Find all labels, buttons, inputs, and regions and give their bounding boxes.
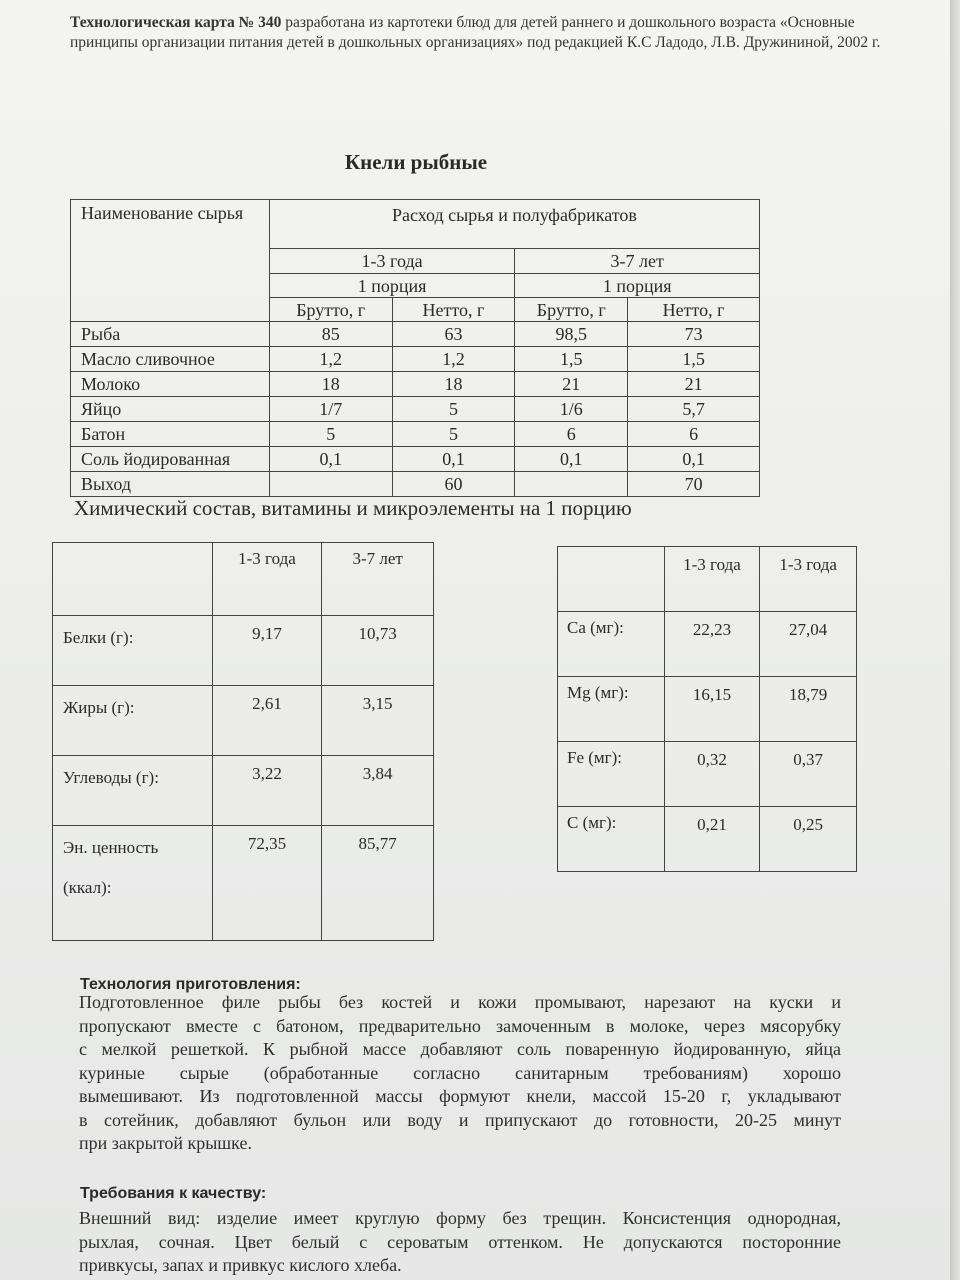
- column-header: 1-3 года: [760, 547, 857, 612]
- table-row: [71, 447, 760, 472]
- cell: 0,1: [628, 447, 760, 472]
- age-header: 3-7 лет: [515, 249, 760, 274]
- mineral-name: C (мг):: [558, 807, 665, 872]
- nutrient-name: Жиры (г):: [53, 686, 213, 756]
- cell: 9,17: [212, 616, 322, 686]
- cell: 73: [628, 322, 760, 347]
- table-row: [558, 612, 857, 677]
- technology-text: [79, 991, 841, 1156]
- header-text: разработана из картотеки блюд для детей раннего и дошкольного возраста «Основные принципы организации питания детей в дошкольных организациях» под редакцией К.С Ладодо, Л.В. Дружининой, 2002 г.: [70, 14, 881, 51]
- cell: 3,84: [322, 756, 434, 826]
- nutrient-name-line: (ккал):: [63, 878, 112, 897]
- paragraph-line: привкусы, запах и привкус кислого хлеба.: [79, 1255, 402, 1275]
- cell: 1/6: [515, 397, 628, 422]
- ingredient-name: Батон: [71, 422, 270, 447]
- cell: 16,15: [664, 677, 760, 742]
- paragraph-line: Подготовленное филе рыбы без костей и кожи промывают, нарезают на куски и: [79, 992, 841, 1012]
- empty-header-cell: [558, 547, 665, 612]
- portion-header: 1 порция: [515, 274, 760, 298]
- card-label: Технологическая карта № 340: [70, 14, 282, 31]
- cell: [269, 472, 392, 497]
- cell: 1/7: [269, 397, 392, 422]
- column-header: Нетто, г: [628, 298, 760, 322]
- paragraph-line: вымешивают. Из подготовленной массы формуют кнели, массой 15-20 г, укладывают: [79, 1086, 841, 1106]
- mineral-name: Mg (мг):: [558, 677, 665, 742]
- cell: 2,61: [212, 686, 322, 756]
- cell: 5: [269, 422, 392, 447]
- nutrient-name-line: Эн. ценность: [63, 838, 159, 857]
- table-row: [558, 677, 857, 742]
- nutrient-name: [53, 826, 213, 941]
- nutrient-name: Углеводы (г):: [53, 756, 213, 826]
- table-row: [71, 372, 760, 397]
- cell: 27,04: [760, 612, 857, 677]
- cell: 0,1: [515, 447, 628, 472]
- cell: 1,5: [628, 347, 760, 372]
- cell: 10,73: [322, 616, 434, 686]
- chemical-composition-title: Химический состав, витамины и микроэлементы на 1 порцию: [74, 496, 632, 520]
- dish-title: Кнели рыбные: [344, 150, 488, 174]
- cell: 0,25: [760, 807, 857, 872]
- ingredient-name: Выход: [71, 472, 270, 497]
- ingredient-name: Яйцо: [71, 397, 270, 422]
- portion-header: 1 порция: [269, 274, 515, 298]
- quality-text: [79, 1207, 841, 1278]
- table-row: [53, 686, 434, 756]
- cell: 0,32: [664, 742, 760, 807]
- table-row: [71, 422, 760, 447]
- name-header: Наименование сырья: [71, 200, 270, 322]
- column-header: Нетто, г: [392, 298, 515, 322]
- table-row: [71, 397, 760, 422]
- cell: 72,35: [212, 826, 322, 941]
- table-row: [53, 826, 434, 941]
- ingredient-name: Рыба: [71, 322, 270, 347]
- paragraph-line: пропускают вместе с батоном, предварительно замоченным в молоке, через мясорубку: [79, 1015, 841, 1036]
- paragraph-line: рыхлая, сочная. Цвет белый с сероватым оттенком. Не допускаются посторонние: [79, 1231, 841, 1252]
- paragraph-line: при закрытой крышке.: [79, 1133, 252, 1153]
- cell: 18,79: [760, 677, 857, 742]
- ingredient-name: Масло сливочное: [71, 347, 270, 372]
- document-header: [70, 13, 890, 53]
- cell: 0,37: [760, 742, 857, 807]
- cell: 5: [392, 397, 515, 422]
- paragraph-line: в сотейник, добавляют бульон или воду и припускают до готовности, 20-25 минут: [79, 1109, 841, 1130]
- cell: [515, 472, 628, 497]
- cell: 6: [515, 422, 628, 447]
- mineral-name: Fe (мг):: [558, 742, 665, 807]
- column-header: Брутто, г: [515, 298, 628, 322]
- nutrients-table: [52, 542, 434, 941]
- minerals-table: [557, 546, 857, 872]
- cell: 0,1: [269, 447, 392, 472]
- column-header: 1-3 года: [212, 543, 322, 616]
- table-row: [558, 807, 857, 872]
- cell: 1,2: [269, 347, 392, 372]
- cell: 0,1: [392, 447, 515, 472]
- cell: 63: [392, 322, 515, 347]
- mineral-name: Ca (мг):: [558, 612, 665, 677]
- cell: 3,22: [212, 756, 322, 826]
- cell: 1,2: [392, 347, 515, 372]
- cell: 18: [392, 372, 515, 397]
- paragraph-line: с мелкой решеткой. К рыбной массе добавляют соль поваренную йодированную, яйца: [79, 1039, 841, 1059]
- cell: 85: [269, 322, 392, 347]
- column-header: Брутто, г: [269, 298, 392, 322]
- cell: 60: [392, 472, 515, 497]
- cell: 70: [628, 472, 760, 497]
- cell: 22,23: [664, 612, 760, 677]
- table-row: [53, 616, 434, 686]
- paragraph-line: куриные сырые (обработанные согласно санитарным требованиям) хорошо: [79, 1062, 841, 1083]
- quality-title: Требования к качеству:: [80, 1185, 267, 1202]
- table-row: [558, 742, 857, 807]
- table-row: [53, 756, 434, 826]
- age-header: 1-3 года: [269, 249, 515, 274]
- cell: 1,5: [515, 347, 628, 372]
- table-row: [71, 347, 760, 372]
- cell: 5: [392, 422, 515, 447]
- cell: 21: [515, 372, 628, 397]
- table-row: [71, 322, 760, 347]
- ingredient-name: Соль йодированная: [71, 447, 270, 472]
- column-header: 1-3 года: [664, 547, 760, 612]
- ingredient-name: Молоко: [71, 372, 270, 397]
- cell: 85,77: [322, 826, 434, 941]
- cell: 0,21: [664, 807, 760, 872]
- empty-header-cell: [53, 543, 213, 616]
- cell: 21: [628, 372, 760, 397]
- cell: 18: [269, 372, 392, 397]
- paper-edge: [950, 0, 960, 1280]
- table-row: [71, 472, 760, 497]
- column-header: 3-7 лет: [322, 543, 434, 616]
- cell: 5,7: [628, 397, 760, 422]
- paragraph-line: Внешний вид: изделие имеет круглую форму без трещин. Консистенция однородная,: [79, 1208, 841, 1228]
- technology-title: Технология приготовления:: [80, 976, 301, 993]
- nutrient-name: Белки (г):: [53, 616, 213, 686]
- cell: 98,5: [515, 322, 628, 347]
- ingredients-table: [70, 199, 760, 497]
- consumption-header: Расход сырья и полуфабрикатов: [269, 200, 759, 249]
- cell: 6: [628, 422, 760, 447]
- cell: 3,15: [322, 686, 434, 756]
